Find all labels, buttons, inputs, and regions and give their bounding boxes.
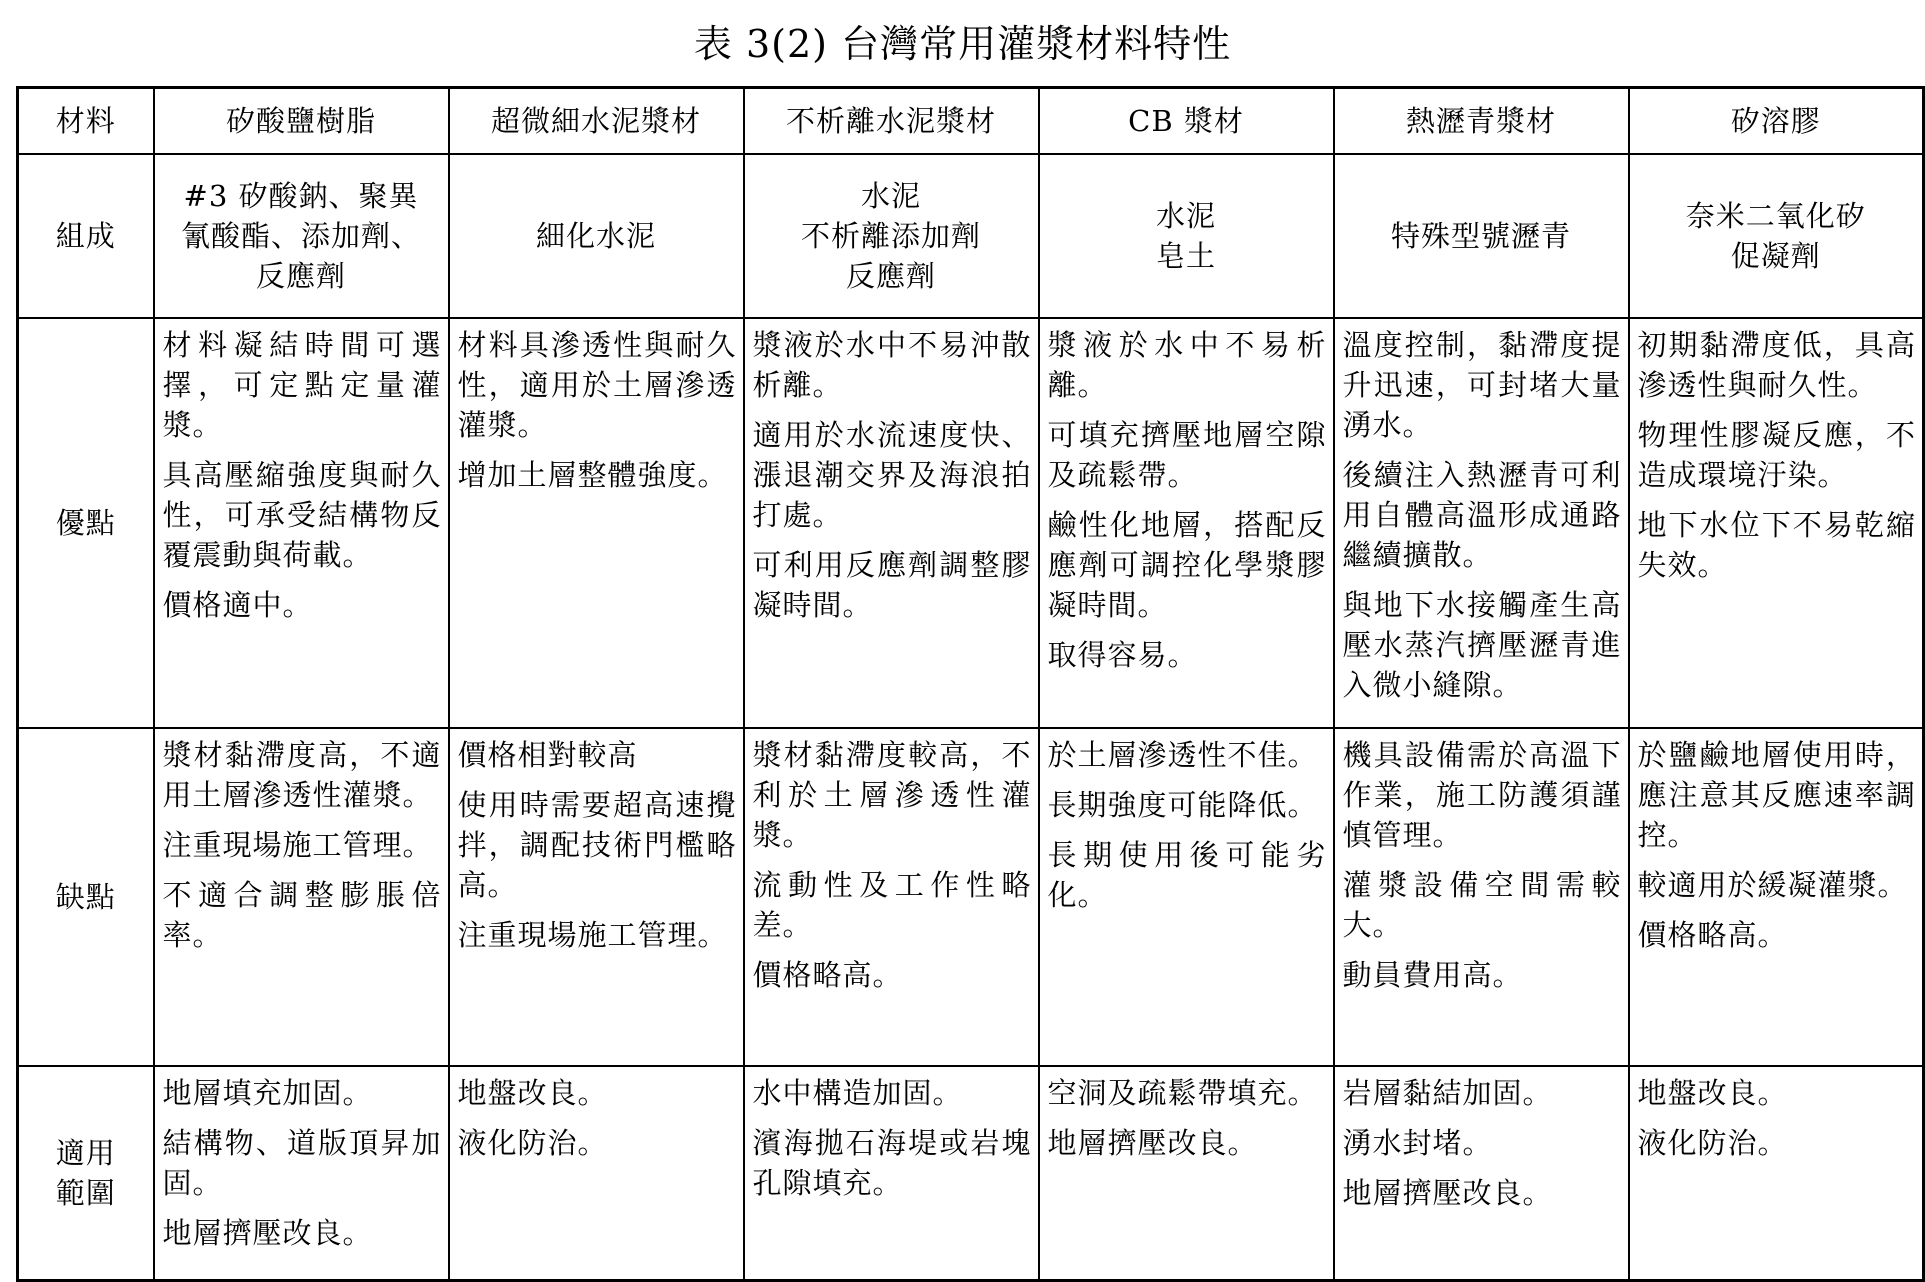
row-label-line: 組成: [55, 219, 116, 253]
table-cell: [1039, 1066, 1334, 1281]
cell-item: 漿材黏滯度較高，不利於土層滲透性灌漿。: [752, 738, 1032, 852]
row-label: [18, 318, 154, 728]
table-row-advantages: [18, 318, 1924, 728]
cell-line: 細化水泥: [535, 219, 656, 253]
cell-item: 材料具滲透性與耐久性，適用於土層滲透灌漿。: [457, 328, 737, 442]
cell-line: 促凝劑: [1730, 239, 1821, 273]
cell-item: 價格相對較高: [457, 738, 638, 772]
table-cell: [449, 154, 744, 318]
cell-item: 水中構造加固。: [752, 1076, 963, 1110]
cell-line: 反應劑: [845, 259, 936, 293]
cell-item: 與地下水接觸產生高壓水蒸汽擠壓瀝青進入微小縫隙。: [1342, 588, 1622, 702]
cell-item: 具高壓縮強度與耐久性，可承受結構物反覆震動與荷載。: [162, 458, 442, 572]
row-label: [18, 1066, 154, 1281]
cell-item: 灌漿設備空間需較大。: [1342, 868, 1622, 942]
header-silicate-resin: 矽酸鹽樹脂: [154, 88, 449, 155]
cell-item: 使用時需要超高速攪拌，調配技術門檻略高。: [457, 788, 737, 902]
table-cell: [154, 728, 449, 1066]
table-cell: [1629, 1066, 1924, 1281]
table-cell: [1334, 1066, 1629, 1281]
cell-line: 氰酸酯、添加劑、: [180, 219, 421, 253]
table-cell: [744, 318, 1039, 728]
cell-item: 注重現場施工管理。: [457, 918, 728, 952]
cell-item: 初期黏滯度低，具高滲透性與耐久性。: [1637, 328, 1916, 402]
cell-item: 於鹽鹼地層使用時，應注意其反應速率調控。: [1637, 738, 1916, 852]
header-cb-grout: CB 漿材: [1039, 88, 1334, 155]
cell-item: 結構物、道版頂昇加固。: [162, 1126, 442, 1200]
table-cell: [449, 318, 744, 728]
cell-line: 水泥: [860, 179, 921, 213]
cell-item: 機具設備需於高溫下作業，施工防護須謹慎管理。: [1342, 738, 1622, 852]
cell-item: 地下水位下不易乾縮失效。: [1637, 508, 1916, 582]
cell-item: 價格略高。: [1637, 918, 1788, 952]
cell-item: 可利用反應劑調整膠凝時間。: [752, 548, 1032, 622]
cell-item: 漿液於水中不易沖散析離。: [752, 328, 1032, 402]
table-row-composition: [18, 154, 1924, 318]
cell-item: 物理性膠凝反應，不造成環境汙染。: [1637, 418, 1916, 492]
cell-line: 反應劑: [255, 259, 346, 293]
cell-item: 取得容易。: [1047, 638, 1198, 672]
table-cell: [154, 1066, 449, 1281]
table-caption: 表 3(2) 台灣常用灌漿材料特性: [693, 22, 1232, 66]
cell-item: 地層填充加固。: [162, 1076, 373, 1110]
cell-item: 地層擠壓改良。: [1047, 1126, 1258, 1160]
cell-item: 長期使用後可能劣化。: [1047, 838, 1327, 912]
cell-item: 液化防治。: [1637, 1126, 1788, 1160]
cell-item: 地盤改良。: [1637, 1076, 1788, 1110]
cell-item: 地層擠壓改良。: [1342, 1176, 1553, 1210]
header-material: 材料: [18, 88, 154, 155]
table-cell: [154, 318, 449, 728]
cell-item: 不適合調整膨脹倍率。: [162, 878, 442, 952]
table-row-disadvantages: [18, 728, 1924, 1066]
table-cell: [1039, 154, 1334, 318]
row-label-line: 優點: [55, 506, 116, 540]
table-row-applications: [18, 1066, 1924, 1281]
row-label-line: 範圍: [55, 1176, 116, 1210]
row-label-line: 缺點: [55, 880, 116, 914]
row-label: [18, 154, 154, 318]
table-cell: [744, 1066, 1039, 1281]
grout-material-table: [16, 86, 1925, 1282]
cell-item: 後續注入熱瀝青可利用自體高溫形成通路繼續擴散。: [1342, 458, 1622, 572]
cell-line: 皂土: [1155, 239, 1216, 273]
header-ultrafine-cement: 超微細水泥漿材: [449, 88, 744, 155]
cell-line: 特殊型號瀝青: [1390, 219, 1571, 253]
cell-item: 適用於水流速度快、漲退潮交界及海浪拍打處。: [752, 418, 1032, 532]
cell-line: 奈米二氧化矽: [1685, 199, 1866, 233]
cell-item: 濱海拋石海堤或岩塊孔隙填充。: [752, 1126, 1032, 1200]
cell-item: 可填充擠壓地層空隙及疏鬆帶。: [1047, 418, 1327, 492]
cell-item: 於土層滲透性不佳。: [1047, 738, 1318, 772]
table-cell: [1629, 318, 1924, 728]
cell-item: 價格適中。: [162, 588, 313, 622]
table-cell: [449, 728, 744, 1066]
table-cell: [1334, 728, 1629, 1066]
cell-item: 鹼性化地層，搭配反應劑可調控化學漿膠凝時間。: [1047, 508, 1327, 622]
cell-item: 流動性及工作性略差。: [752, 868, 1032, 942]
cell-item: 溫度控制，黏滯度提升迅速，可封堵大量湧水。: [1342, 328, 1622, 442]
cell-item: 材料凝結時間可選擇，可定點定量灌漿。: [162, 328, 442, 442]
table-cell: [744, 728, 1039, 1066]
table-cell: [449, 1066, 744, 1281]
table-cell: [1334, 318, 1629, 728]
cell-item: 較適用於緩凝灌漿。: [1637, 868, 1908, 902]
cell-line: 不析離添加劑: [800, 219, 981, 253]
table-cell: [154, 154, 449, 318]
table-header-row: [18, 88, 1924, 155]
cell-item: 漿材黏滯度高，不適用土層滲透性灌漿。: [162, 738, 442, 812]
table-cell: [1629, 154, 1924, 318]
cell-line: #3 矽酸鈉、聚異: [183, 179, 419, 213]
table-cell: [1039, 318, 1334, 728]
row-label-line: 適用: [55, 1136, 116, 1170]
cell-item: 地層擠壓改良。: [162, 1216, 373, 1250]
table-cell: [1334, 154, 1629, 318]
header-colloidal-silica: 矽溶膠: [1629, 88, 1924, 155]
cell-item: 動員費用高。: [1342, 958, 1523, 992]
cell-item: 空洞及疏鬆帶填充。: [1047, 1076, 1318, 1110]
row-label: [18, 728, 154, 1066]
cell-item: 漿液於水中不易析離。: [1047, 328, 1327, 402]
cell-item: 注重現場施工管理。: [162, 828, 433, 862]
table-cell: [1629, 728, 1924, 1066]
cell-item: 液化防治。: [457, 1126, 608, 1160]
table-cell: [1039, 728, 1334, 1066]
cell-item: 價格略高。: [752, 958, 903, 992]
header-hot-bitumen: 熱瀝青漿材: [1334, 88, 1629, 155]
cell-item: 增加土層整體強度。: [457, 458, 728, 492]
cell-item: 長期強度可能降低。: [1047, 788, 1318, 822]
cell-line: 水泥: [1155, 199, 1216, 233]
header-antiwashout-cement: 不析離水泥漿材: [744, 88, 1039, 155]
cell-item: 岩層黏結加固。: [1342, 1076, 1553, 1110]
cell-item: 地盤改良。: [457, 1076, 608, 1110]
table-cell: [744, 154, 1039, 318]
cell-item: 湧水封堵。: [1342, 1126, 1493, 1160]
